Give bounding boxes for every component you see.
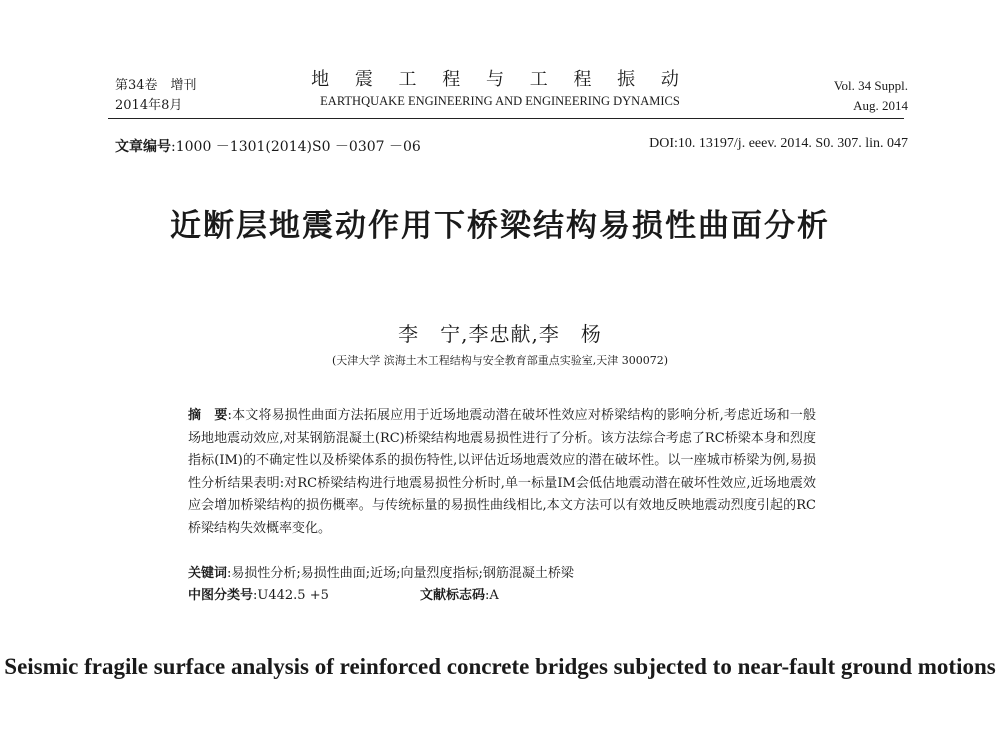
classification (188, 584, 329, 603)
classification-text: :U442.5 +5 (253, 588, 329, 603)
keywords-text: :易损性分析;易损性曲面;近场;向量烈度指标;钢筋混凝土桥梁 (227, 566, 574, 581)
affiliation: (天津大学 滨海土木工程结构与安全教育部重点实验室,天津 300072) (331, 354, 669, 367)
journal-volume-info (115, 76, 197, 116)
document-code-label: 文献标志码 (420, 588, 486, 603)
volume-en: Vol. 34 Suppl. (833, 78, 908, 93)
issue-date: 2014年8月 (115, 98, 183, 113)
document-code (420, 584, 499, 603)
keywords-label: 关键词 (188, 566, 228, 581)
abstract (188, 405, 816, 540)
journal-volume-info-en (834, 76, 908, 116)
journal-title-en: EARTHQUAKE ENGINEERING AND ENGINEERING DYNAMICS (320, 94, 680, 108)
journal-title-cn: 地 震 工 程 与 工 程 振 动 (311, 69, 689, 90)
keywords (188, 562, 574, 581)
date-en: Aug. 2014 (853, 98, 908, 113)
abstract-text: :本文将易损性曲面方法拓展应用于近场地震动潜在破坏性效应对桥梁结构的影响分析,考虑近场和一般场地地震动效应,对某钢筋混凝土(RC)桥梁结构地震易损性进行了分析。该方法综合考虑了RC桥梁本身和烈度指标(IM)的不确定性以及桥梁体系的损伤特性,以评估近场地震效应的潜在破坏性。以一座城市桥梁为例,易损性分析结果表明:对RC桥梁结构进行地震易损性分析时,单一标量IM会低估地震动潜在破坏性效应,近场地震效应会增加桥梁结构的损伤概率。与传统标量的易损性曲线相比,本文方法可以有效地反映地震动烈度引起的RC桥梁结构失效概率变化。 (188, 408, 816, 536)
doi[interactable]: DOI:10. 13197/j. eeev. 2014. S0. 307. lin. 047 (649, 136, 908, 151)
paper-title-en: Seismic fragile surface analysis of reinforced concrete bridges subjected to near-fault ground motions (4, 654, 996, 679)
header-divider (108, 118, 904, 119)
article-number-label: 文章编号 (115, 139, 171, 155)
paper-title-cn: 近断层地震动作用下桥梁结构易损性曲面分析 (170, 208, 830, 244)
volume-label: 第34卷 增刊 (115, 78, 197, 93)
classification-label: 中图分类号 (188, 588, 254, 603)
document-code-value: :A (485, 588, 499, 603)
abstract-label: 摘 要 (188, 408, 228, 423)
article-number-value: :1000 －1301(2014)S0 －0307 －06 (171, 139, 421, 155)
authors: 李 宁,李忠献,李 杨 (398, 322, 602, 346)
article-number (115, 136, 421, 156)
journal-title-block (300, 68, 700, 110)
